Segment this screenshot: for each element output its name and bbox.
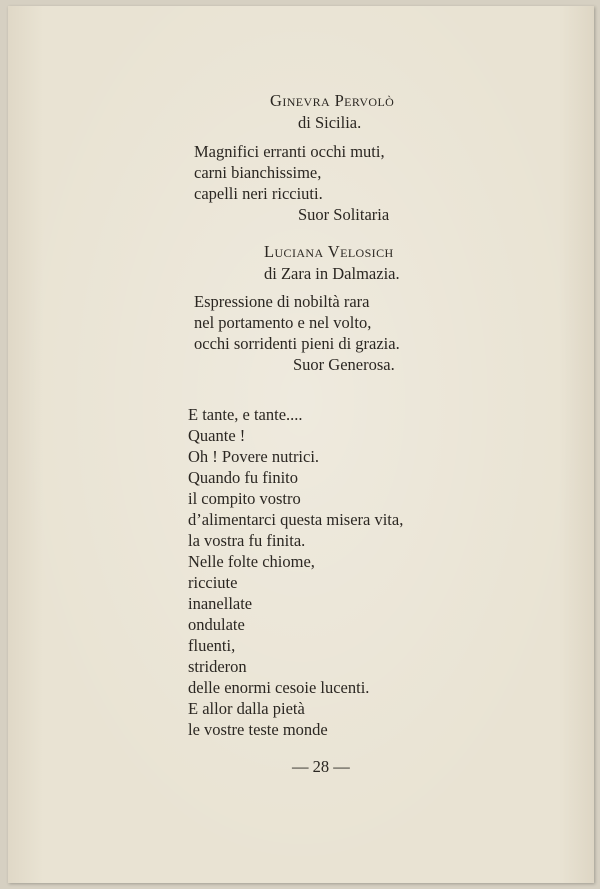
page-number: — 28 — <box>292 757 350 776</box>
poem-line: d’alimentarci questa misera vita, <box>188 510 404 529</box>
entry-2-name: Luciana Velosich <box>264 242 394 261</box>
poem-line: inanellate <box>188 594 253 613</box>
poem-line: fluenti, <box>188 636 236 655</box>
entry-1-description-line: capelli neri ricciuti. <box>194 184 323 203</box>
poem-line: strideron <box>188 657 247 676</box>
entry-2-description-line: nel portamento e nel volto, <box>194 313 372 332</box>
poem-line: E tante, e tante.... <box>188 405 303 424</box>
poem-line: E allor dalla pietà <box>188 699 305 718</box>
entry-1-name: Ginevra Pervolò <box>270 91 395 110</box>
entry-1-description <box>194 141 385 204</box>
entry-1-origin: di Sicilia. <box>298 113 362 132</box>
poem-line: Quante ! <box>188 426 246 445</box>
poem-line: Quando fu finito <box>188 468 298 487</box>
entry-1-signature: Suor Solitaria <box>298 205 390 224</box>
entry-2-description-line: Espressione di nobiltà rara <box>194 292 370 311</box>
poem-line: le vostre teste monde <box>188 720 328 739</box>
entry-2-origin: di Zara in Dalmazia. <box>264 264 400 283</box>
poem <box>188 404 403 740</box>
poem-line: ondulate <box>188 615 245 634</box>
entry-2-description-line: occhi sorridenti pieni di grazia. <box>194 334 400 353</box>
poem-line: la vostra fu finita. <box>188 531 306 550</box>
entry-2-signature: Suor Generosa. <box>293 355 395 374</box>
poem-line: Nelle folte chiome, <box>188 552 315 571</box>
poem-line: ricciute <box>188 573 238 592</box>
poem-line: il compito vostro <box>188 489 301 508</box>
entry-1-description-line: Magnifici erranti occhi muti, <box>194 142 385 161</box>
entry-1-description-line: carni bianchissime, <box>194 163 322 182</box>
poem-line: delle enormi cesoie lucenti. <box>188 678 370 697</box>
poem-line: Oh ! Povere nutrici. <box>188 447 320 466</box>
entry-2-description <box>194 291 400 354</box>
book-page <box>8 6 594 883</box>
